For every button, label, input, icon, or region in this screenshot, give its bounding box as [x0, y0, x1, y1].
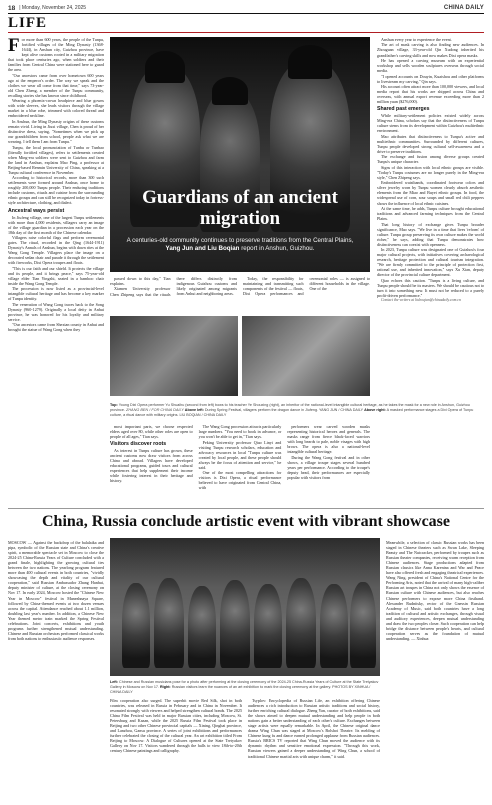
story1-paragraph: That long history of exchange gives Tunpu broader significance, Mao says. "We live in a time that lives 'reform' of culture. Tunpu group preserving its own culture makes the world richer," he says, adding that Tunpu demonstrates how distinctiveness can coexist with openness. [377, 221, 484, 247]
musician-figure [320, 584, 348, 668]
story1-paragraph: Today, the responsibility for maintaining and transmitting such components of the festival — floats, Dixi Opera performances and ceremonial roles — is assigned to different households in the village. One of the [243, 276, 370, 297]
story1-paragraph: Villagers raise colorful flags and perform ceremonial gates. The ritual, recorded in the Qing (1644-1911) Dynasty's Annals of Anshun, begins with dawn rites at the Wang Gong Temple. Villagers place the image on a decorated sedan chair and parade it through the settlement with fireworks, Dixi Opera troupes and floats. [8, 235, 104, 266]
story2-caption: Left: Chinese and Russian musicians pose for a photo after performing at the closing ceremony of the 2024-25 China-Russia Years of Culture at the State Tretyakov Gallery in Moscow on Nov 17. Right: Russian visitors learn the nuances of an art exhibition to mark the closing ceremony at the gallery. PHOTOS BY XINHUA / CHINA DAILY [110, 680, 379, 694]
story1-headline: Guardians of an ancient migration [142, 187, 338, 229]
section-bar [8, 13, 484, 31]
musician-figure [350, 582, 376, 668]
story1-paragraph: Signs of this interaction with local ethnic groups are visible. "Today's Tunpu costumes are no longer purely in the Ming-era style," Chen Zhipeng says. [377, 164, 484, 180]
story1-caption: Top: Young Dixi Opera performer Yu Shuaihu (second from left) bows to his teacher Ye Shouxing (right), an inheritor of the national-level intangible cultural heritage, as he takes the mask for a new role in Anshun, Guizhou province. ZHANG BEN / FOR CHINA DAILY Above left: During Spring Festival, villagers perform the dragon dance in Jiufeng. YANG JUN / CHINA DAILY Above right: A masked performance stages a Dixi Opera of Tunpu culture, a ritual dance with military origins. LIU BOQIAN / CHINA DAILY [110, 403, 474, 417]
story1-paragraph: During the Wang Gong festival and in other shows, a village troupe stages several hundred years per performance. According to the troupe's deputy head, their performances are especially popular with visitors from [287, 454, 370, 480]
story2-paragraph: Film cooperation also surged. The superhit movie Red Silk, shot in both countries, was released in Russia in February and in China in November. It resonated strongly with viewers and helped strengthen cultural bonds. The 2025 China Film Festival was held in major Russian cities, including Moscow, St. Petersburg and Kazan, while the 2025 Russia Film Festival took place in Beijing and two other Chinese provincial capitals — Xining, Qinghai province, and Lanzhou, Gansu province. A series of joint exhibitions and performances further celebrated the closing of the cultural year. An art exhibition titled From Beijing to Moscow: A Dialogue of Cultures opened at the State Tretyakov Gallery on Nov 17. Visitors wandered through the halls to view 18th-to-20th century Chinese paintings and calligraphy. [110, 698, 242, 754]
story2-column-4 [386, 540, 484, 800]
story1-paragraph: Wearing a phoenix-crown headpiece and blue gowns with wide sleeves, she leads visitors through the village market in a blue robe, trimmed with colored thread and embroidered neckline. [8, 98, 104, 119]
story1-paragraph: "Our ancestors came from Shexian county in Anhui and brought the statue of Wang Gong when they [8, 322, 104, 333]
section-rule [8, 32, 484, 33]
story1-subhead: Shared past emerges [377, 106, 430, 113]
story1-paragraph: In Jiufeng village, one of the largest Tunpu settlements with more than 4,000 residents, villagers carry an image of the village guardian in a procession each year on the 18th day of the first month of the Chinese calendar. [8, 214, 104, 235]
story1-paragraph: Qiao echoes this caution. "Tunpu is a living culture, and Tunpu people should be its masters. We should be cautious not to turn it into something new. It must not be reduced to a purely profit-driven performance." [377, 277, 484, 298]
story1-paragraph: He has opened a carving museum with an experiential workshop and sells wooden sculptures overseas through social media. [377, 57, 484, 74]
story1-paragraph: Anshun every year to experience the event. [381, 37, 452, 42]
musician-figure [122, 583, 150, 668]
performer-headdress [288, 45, 332, 79]
story1-mid-strip [110, 276, 370, 312]
story2-paragraph: MOSCOW — Against the backdrop of the balalaika and pipa, symbolic of the Russian state and China's creative spirit, a memorable spectacle set in Moscow to close the 2024-25 China-Russia Years of Culture concluded with a grand finale, highlighting the growing cultural ties between the two nations. The yearlong program featured more than 400 cultural events in both countries, "vividly showcasing the depth and vitality of our cultural cooperation," said Russian Ambassador Zhang Hanhui, deputy minister of culture, at the closing ceremony on Nov 17. In early 2024, Moscow hosted the "Chinese New Year in Moscow" festival in Manezhnaya Square, followed by China-themed events at two dozen venues across the capital. Attendance reached about 1.1 million, doubling last year's number. In addition, a Chinese New Year themed metro train marked the Spring Festival celebrations. Joint concerts, exhibitions and youth programs further strengthened mutual understanding. Chinese and Russian orchestras performed classical works from both nations to enthusiastic audience responses. [8, 540, 104, 641]
story1-paragraph: The procession is now listed as a provincial-level intangible cultural heritage and has become a key marker of Tunpu identity. [8, 286, 104, 302]
story1-paragraph: performers wear carved wooden masks representing historical heroes and generals. The masks range from fierce black-faced warriors with long beards to pale, noble visages with high brows. The opera is also a national-level intangible cultural heritage. [287, 424, 370, 455]
story1-paragraph: Embroidered waistbands, coordinated footwear colors and silver jewelry worn by Tunpu women clearly absorb aesthetic elements from the Miao and Buyei ethnic groups. In food, the widespread use of corn, sour soups and small red chili peppers shows the influence of local ethnic cuisines. [377, 180, 484, 206]
musician-figure [188, 586, 216, 668]
page-header [8, 3, 484, 13]
story1-paragraph: According to historical records, more than 300 such settlements were formed around Anshun, once home to roughly 200,000 Tunpu people. Their enduring traditions include customs, rituals and cuisine from the surrounding ethnic groups and can still be recognized today in fortress-style architecture, clothing, and dialect. [8, 175, 104, 206]
story1-paragraph: The veneration of Wang Gong traces back to the Song Dynasty (960-1279). Originally a local deity in Anhui province, he was honored for his loyalty and military service. [8, 301, 104, 322]
section-title: LIFE [8, 15, 48, 31]
story1-bottom-photos [110, 316, 370, 396]
story1-paragraph: In Anshun, the Ming Dynasty origins of these customs remain vivid. Living in Jiuxi village, Chen is proud of her distinctive dress, saying, "Sometimes when we pick up our grandchildren from school, people ask what we are wearing. I tell them I am from Tunpu." [8, 118, 104, 145]
dragon-dance-photo [110, 316, 238, 396]
story1-paragraph: While military-settlement policies existed widely across Ming-era China, scholars say that the distinctiveness of Tunpu culture stems from its development within Guizhou's multiethnic environment. [377, 113, 484, 134]
story1-subhead: Ancestral ways persist [8, 207, 65, 214]
story1-paragraph: "Our ancestors came from over hometown 600 years ago at the emperor's order. The way we speak and the clothes we wear all come from that time," says 73-year-old Chen Zheng, a member of the Tunpu community, recalling stories she has known since childhood. [8, 72, 104, 98]
musician-figure [220, 580, 250, 668]
story1-paragraph: The exchange and fusion among diverse groups created Tunpu's unique character. [377, 154, 484, 165]
story2-column-1 [8, 540, 104, 800]
musician-figure [254, 584, 282, 668]
story1-deck: A centuries-old community continues to preserve traditions from the Central Plains, Yang Jun and Liu Boqian report in Anshun, Guizhou. [126, 237, 354, 252]
issue-date: | Monday, November 24, 2025 [19, 5, 87, 11]
story2-headline: China, Russia conclude artistic event with vibrant showcase [41, 513, 450, 530]
story1-column-1 [8, 37, 104, 504]
story1-lower-columns [110, 424, 370, 504]
story1-paragraph: passed down to this day," Tian explains. [110, 276, 171, 287]
story2-photo [110, 538, 380, 676]
story1-paragraph: The Wang Gong procession attracts particularly large numbers. "You need to book in advance, or you won't be able to get in," Tian says. [198, 424, 282, 440]
newspaper-name: CHINA DAILY [443, 5, 484, 11]
story-divider [8, 508, 484, 509]
story1-paragraph: His account often attract more than 100,000 viewers, and local media report that his works are shipped across China and overseas, with annual export revenue exceeding more than 2 million yuan ($276,000). [377, 83, 484, 105]
story1-paragraph: Peking University professor Qiao Linyi and visiting Tunpu research scholars, education and advocacy resources in local "Tunpu culture was created by local people, and these people should always be the focus of attention and service," he said. [198, 439, 282, 470]
story2-paragraph: Meanwhile, a selection of classic Russian works has been staged in Chinese theaters such as Swan Lake, Sleeping Beauty and The Nutcracker, performed by troupes such as Russian theater companies, receiving warm reception from Chinese audiences. Stage productions adapted from Russian classics like Anna Karenina and War and Peace have also offered fresh and engaging theatrical experiences. Wang Ning, president of China's National Centre for the Performing Arts, noted that the arrival of many high-caliber Russian art troupes in China not only shows the essence of Russian culture with Chinese audiences, but also reaches Chinese performers to expose more China firsthand. Alexander Rudnitsky, rector of the Gnessin Russian Academy of Music, said both countries have a long tradition of cultural and artistic exchanges, through visual and auditory experiences, deepen mutual understanding and draw the two peoples closer. Such cooperation can help bridge the distance between people's hearts, and cultural cooperation serves as the foundation of mutual understanding. — Xinhua [386, 540, 484, 641]
performer-headdress [212, 77, 248, 105]
writer-contact: Contact the writers at liuboqian@chinadaily.com.cn [381, 298, 461, 303]
musician-figure [154, 578, 184, 668]
story1-paragraph: most important parts, we choose respected elders aged over 80, while other roles are open to people of all ages," Tian says. [110, 424, 193, 440]
story1-paragraph: "I opened accounts on Douyin, Kuaishou and other platforms to livestream my carving," Qin says. [377, 73, 484, 84]
story1-paragraph: Tunpu, the local pronunciation of Tunbu or Tunbao (literally fortified villages), refers to settlements created when Ming-era soldiers were sent to Guizhou and farm the land in Anshun, explains Mao Ping, a professor at Beijing-based Renmin University of China, speaking at a Tunpu cultural conference in November. [8, 144, 104, 175]
musician-figure [286, 578, 316, 668]
story1-paragraph: At the same time, he adds, Tunpu culture brought educational traditions and advanced farming techniques from the Central Plains. [377, 205, 484, 222]
drop-cap: F [8, 37, 20, 56]
story1-paragraph: "This is our faith and our shield. It protects the village and its people, and it brings peace," says 75-year-old village elder Tian Yingzhi, seated in a bamboo chair inside the Wang Gong Temple. [8, 265, 104, 286]
story1-paragraph: Xiamen University professor Chen Zhipeng says that the rituals there differs distinctly from indigenous Guizhou customs and likely originated among migrants from Anhui and neighboring areas. [110, 276, 237, 297]
story2-lower-columns [110, 698, 380, 800]
story1-paragraph: One of the most compelling attractions for visitors is Dixi Opera, a ritual performance believed to have originated from Central China, with [198, 470, 282, 491]
hero-photo [110, 37, 370, 272]
story1-paragraph: or more than 600 years, the people of the Tunpu, fortified villages of the Ming Dynasty (1368-1644), in Anshun city, Guizhou province, have kept alive customs rooted in a military migration that took place centuries ago, when soldiers and their families from Central China were stationed here to guard the area. [8, 37, 104, 73]
story1-paragraph: As interest in Tunpu culture has grown, these ancient customs now draw visitors from across China and abroad. Villagers have developed educational programs, guided tours and cultural experiences that help supplement their income while fostering interest in their heritage and history. [110, 448, 193, 484]
page-number: 18 [8, 4, 16, 12]
story1-paragraph: In 2023, Tunpu culture was designated one of Guizhou's four major cultural projects, with initiatives covering archaeological research, heritage protection and cultural tourism integration. "We are firmly committed to the principle of protection first, rational use, and inherited innovation," says Xu Xian, deputy director of the provincial culture department. [377, 247, 484, 278]
story2-paragraph: Tsyplov: Encyclopedia of Russian Life, an exhibition offering Chinese audiences a rich introduction to Russian artistic traditions and social history, further enriching cultural dialogue. Zheng Yan, curator of both exhibitions, said the shows aimed to deepen mutual understanding and help people in both nations gain a better understanding of each other's culture. Exchanges between stage artists were equally remarkable. In April, the Chinese original dance drama Wing Chun was staged at Moscow's Bolshoi Theatre. Its melding of Chinese kung fu and dance earned prolonged applause from Russian audiences. Russia's BRICS TV reported that Wing Chun moved the audience with its dynamic rhythm and sensitive emotional expression. "Through this work, Russian viewers gained a deeper understanding of Wing Chun, a school of traditional Chinese martial arts with unique charm," it said. [248, 698, 380, 759]
story1-column-3 [377, 37, 484, 504]
performer-headdress [145, 51, 185, 83]
story1-authors: Yang Jun and Liu Boqian [165, 245, 240, 252]
story1-subhead: Visitors discover roots [110, 441, 167, 448]
story1-paragraph: The art of mask carving is also finding new audiences. In Zhouguan village, 33-year-old Qin Xudong inherited his grandfather's carving skills and now makes Dixi opera masks. [377, 42, 484, 58]
masked-performance-photo [242, 316, 370, 396]
story1-paragraph: Mao attributes that distinctiveness to Tunpu's active and multiethnic communities. Surrounded by different cultures, Tunpu people developed strong cultural self-awareness and a drive to preserve traditions. [377, 133, 484, 154]
